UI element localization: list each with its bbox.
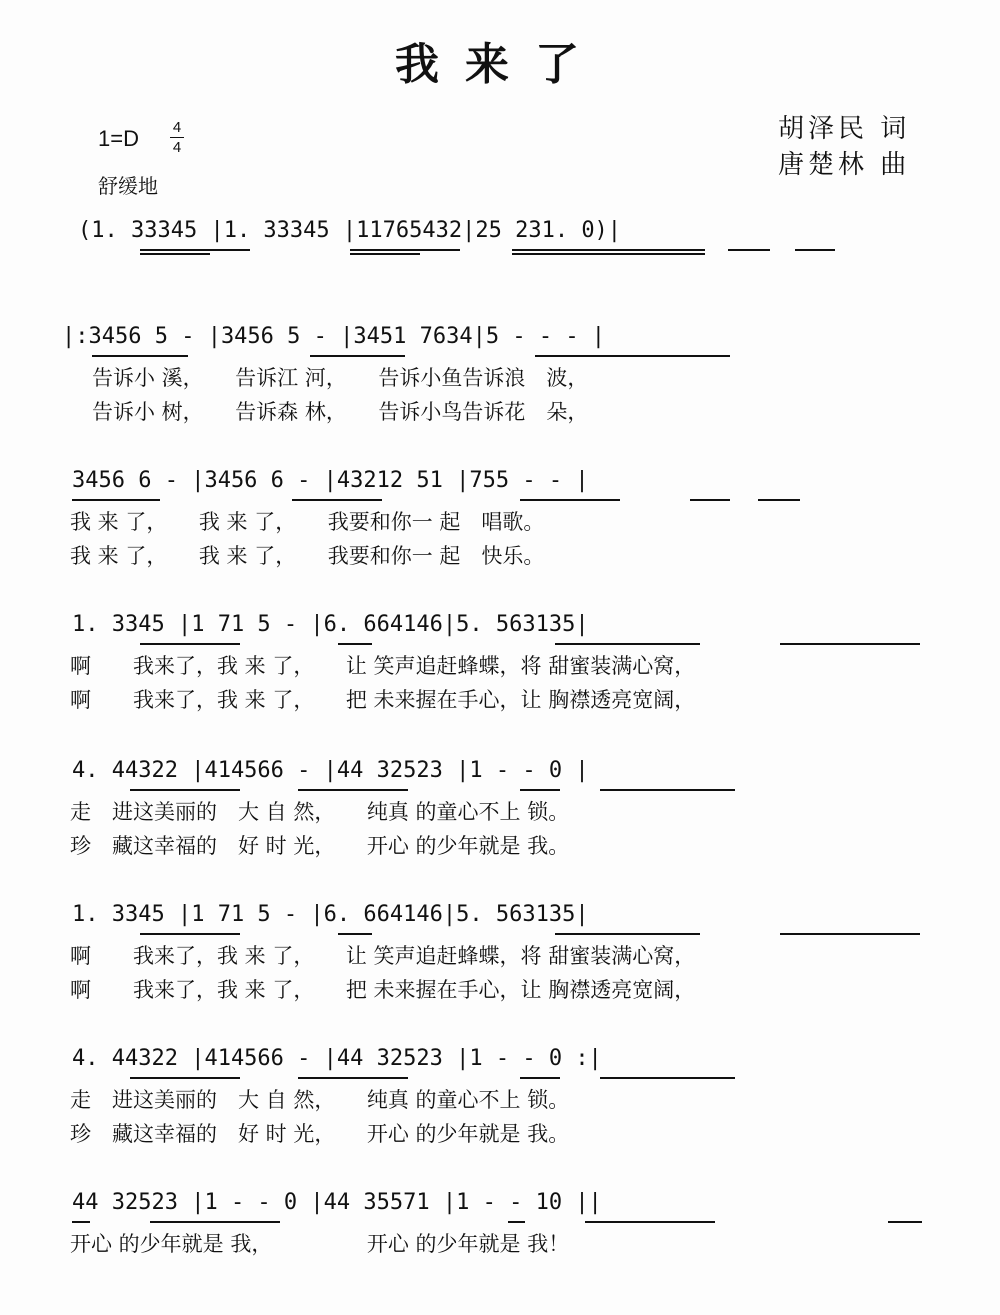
score-system-4 xyxy=(0,756,1000,886)
score-system-1 xyxy=(0,322,1000,452)
lyric-line-1: 啊 我来了，我 来 了， 让 笑声追赶蜂蝶，将 甜蜜装满心窝， xyxy=(70,654,696,678)
time-sig-denominator: 4 xyxy=(172,139,182,156)
lyric-line-1: 我 来 了， 我 来 了， 我要和你一 起 唱歌。 xyxy=(70,510,545,534)
song-title: 我来了 xyxy=(395,39,605,90)
lyric-line-2: 啊 我来了，我 来 了， 把 未来握在手心，让 胸襟透亮宽阔， xyxy=(70,688,696,712)
notation-row: 44 32523 |1 - - 0 |44 35571 |1 - - 10 || xyxy=(72,1190,602,1215)
lyric-line-1: 走 进这美丽的 大 自 然， 纯真 的童心不上 锁。 xyxy=(70,1088,570,1112)
lyric-line-1: 走 进这美丽的 大 自 然， 纯真 的童心不上 锁。 xyxy=(70,800,570,824)
score-system-6 xyxy=(0,1044,1000,1174)
notation-row: 3456 6 - |3456 6 - |43212 51 |755 - - | xyxy=(72,468,589,493)
lyric-line-2: 珍 藏这幸福的 好 时 光， 开心 的少年就是 我。 xyxy=(70,834,570,858)
notation-row: 4. 44322 |414566 - |44 32523 |1 - - 0 | xyxy=(72,758,589,783)
tempo-marking: 舒缓地 xyxy=(98,174,158,198)
notation-row: (1. 33345 |1. 33345 |11765432|25 231. 0)| xyxy=(78,218,622,243)
score-system-2 xyxy=(0,466,1000,596)
key-signature: 1=D xyxy=(98,126,139,151)
score-system-7 xyxy=(0,1188,1000,1315)
lyric-line-1: 啊 我来了，我 来 了， 让 笑声追赶蜂蝶，将 甜蜜装满心窝， xyxy=(70,944,696,968)
lyric-line-2: 我 来 了， 我 来 了， 我要和你一 起 快乐。 xyxy=(70,544,545,568)
lyric-line-2: 啊 我来了，我 来 了， 把 未来握在手心，让 胸襟透亮宽阔， xyxy=(70,978,696,1002)
lyricist-credit: 胡泽民 词 xyxy=(778,114,911,144)
composer-credit: 唐楚林 曲 xyxy=(778,150,911,180)
time-sig-numerator: 4 xyxy=(172,119,182,136)
lyric-line-2: 珍 藏这幸福的 好 时 光， 开心 的少年就是 我。 xyxy=(70,1122,570,1146)
time-signature xyxy=(170,118,184,157)
lyric-line-1: 告诉小 溪， 告诉江 河， 告诉小鱼告诉浪 波， xyxy=(92,366,589,390)
score-system-5 xyxy=(0,900,1000,1030)
notation-row: 4. 44322 |414566 - |44 32523 |1 - - 0 :| xyxy=(72,1046,602,1071)
lyric-line-1: 开心 的少年就是 我， 开心 的少年就是 我！ xyxy=(70,1232,570,1256)
notation-row: |:3456 5 - |3456 5 - |3451 7634|5 - - - | xyxy=(62,324,606,349)
notation-row: 1. 3345 |1 71 5 - |6. 664146|5. 563135| xyxy=(72,612,589,637)
lyric-line-2: 告诉小 树， 告诉森 林， 告诉小鸟告诉花 朵， xyxy=(92,400,589,424)
notation-row: 1. 3345 |1 71 5 - |6. 664146|5. 563135| xyxy=(72,902,589,927)
score-system-3 xyxy=(0,610,1000,740)
